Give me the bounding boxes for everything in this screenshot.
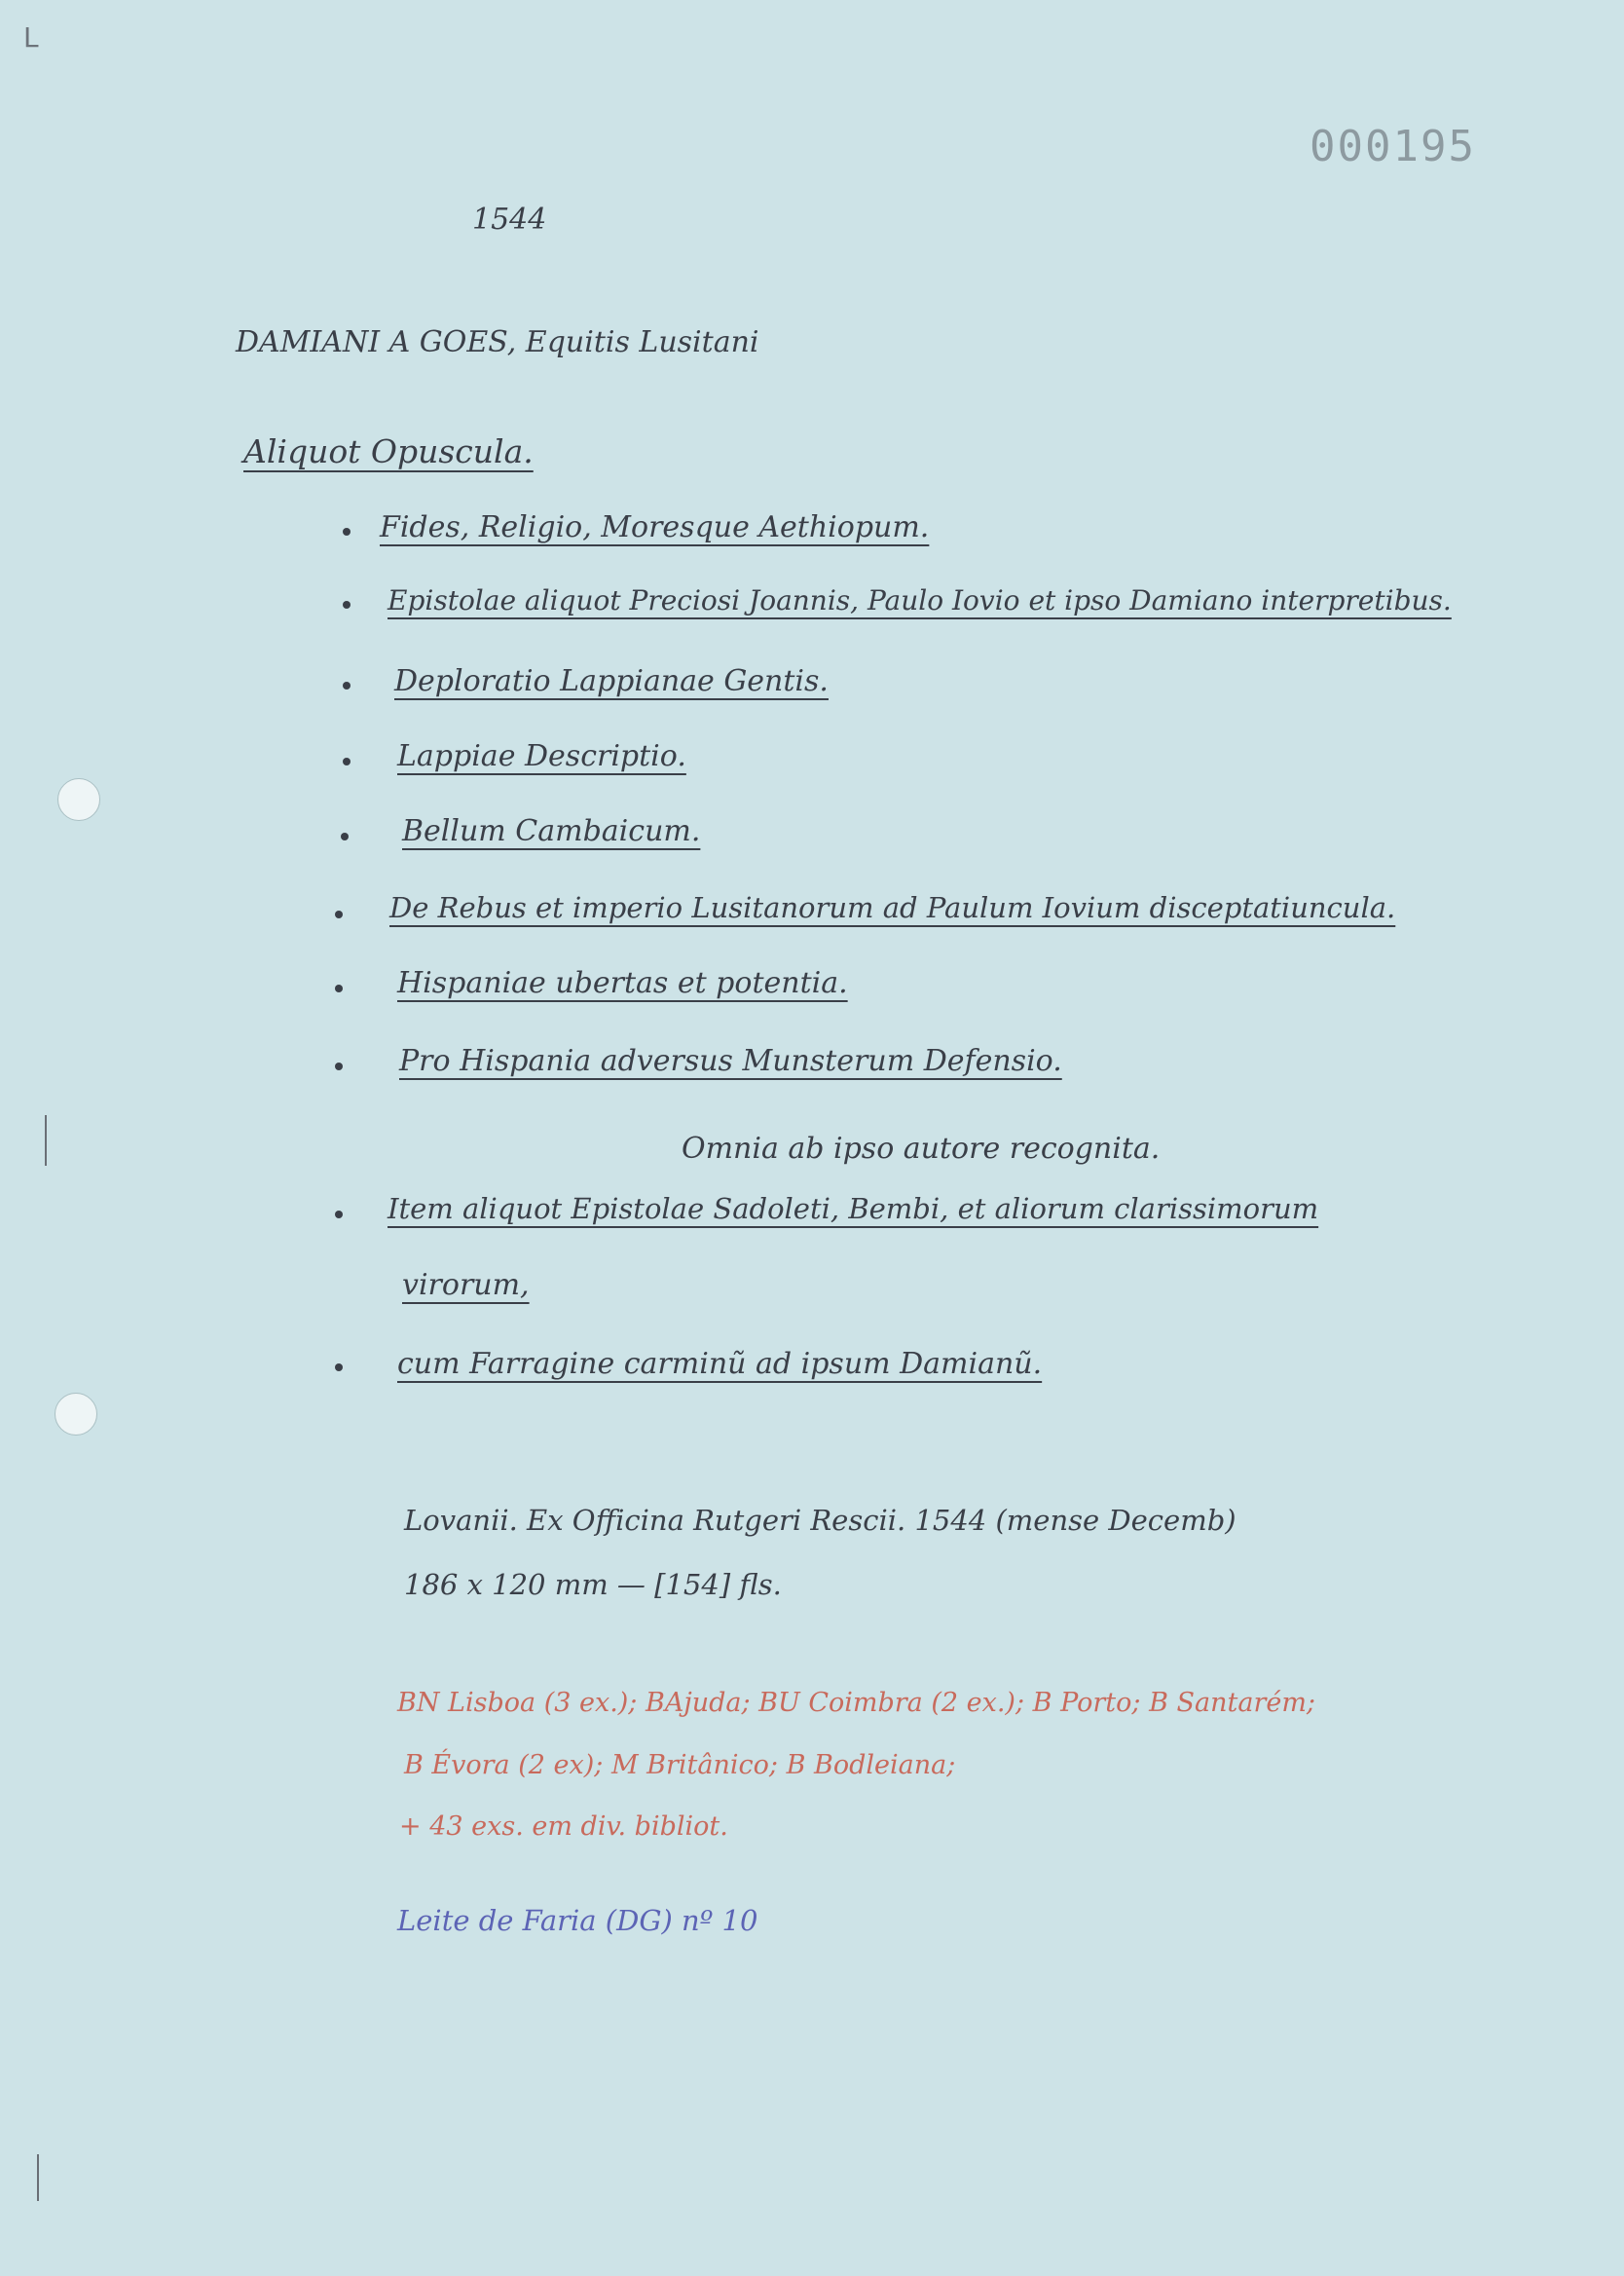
- corner-mark: L: [23, 21, 39, 54]
- content-item: Epistolae aliquot Preciosi Joannis, Paulo Iovio et ipso Damiano interpretibus.: [388, 584, 1452, 616]
- author-line: DAMIANI A GOES, Equitis Lusitani: [236, 325, 759, 359]
- content-item: De Rebus et imperio Lusitanorum ad Paulum Iovium disceptatiuncula.: [389, 891, 1396, 924]
- content-item-stem-continued: virorum,: [402, 1268, 530, 1302]
- content-item-farragine: cum Farragine carminũ ad ipsum Damianũ.: [397, 1347, 1043, 1381]
- margin-mark: [45, 1115, 47, 1166]
- content-item-stem: Item aliquot Epistolae Sadoleti, Bembi, et aliorum clarissimorum: [388, 1192, 1319, 1225]
- bullet: [335, 1363, 343, 1371]
- stamp-number: 000195: [1310, 122, 1476, 171]
- punch-hole: [57, 778, 100, 821]
- content-item: Fides, Religio, Moresque Aethiopum.: [380, 510, 930, 544]
- reference-line: Leite de Faria (DG) nº 10: [397, 1904, 758, 1937]
- bullet: [335, 1063, 343, 1070]
- bullet: [335, 985, 343, 992]
- margin-mark: [37, 2154, 39, 2201]
- holdings-line: BN Lisboa (3 ex.); BAjuda; BU Coimbra (2 ex.); B Porto; B Santarém;: [397, 1688, 1316, 1718]
- bullet: [343, 601, 351, 609]
- work-title: Aliquot Opuscula.: [243, 432, 534, 470]
- bullet: [341, 833, 349, 840]
- bullet: [335, 911, 343, 918]
- bullet: [335, 1211, 343, 1218]
- content-item: Lappiae Descriptio.: [397, 739, 686, 773]
- holdings-line: B Évora (2 ex); M Britânico; B Bodleiana;: [404, 1750, 956, 1780]
- content-item: Pro Hispania adversus Munsterum Defensio.: [399, 1044, 1062, 1078]
- content-item: Bellum Cambaicum.: [402, 814, 701, 848]
- format-line: 186 x 120 mm — [154] fls.: [404, 1568, 782, 1601]
- punch-hole: [55, 1393, 97, 1436]
- content-item: Deploratio Lappianae Gentis.: [394, 664, 829, 698]
- bullet: [343, 682, 351, 690]
- content-item: Hispaniae ubertas et potentia.: [397, 966, 848, 1000]
- holdings-line: + 43 exs. em div. bibliot.: [399, 1811, 728, 1842]
- bullet: [343, 758, 351, 765]
- year-heading: 1544: [472, 203, 547, 237]
- imprint-line: Lovanii. Ex Officina Rutgeri Rescii. 1544 (mense Decemb): [404, 1504, 1236, 1537]
- bullet: [343, 528, 351, 536]
- recognita-note: Omnia ab ipso autore recognita.: [682, 1132, 1161, 1166]
